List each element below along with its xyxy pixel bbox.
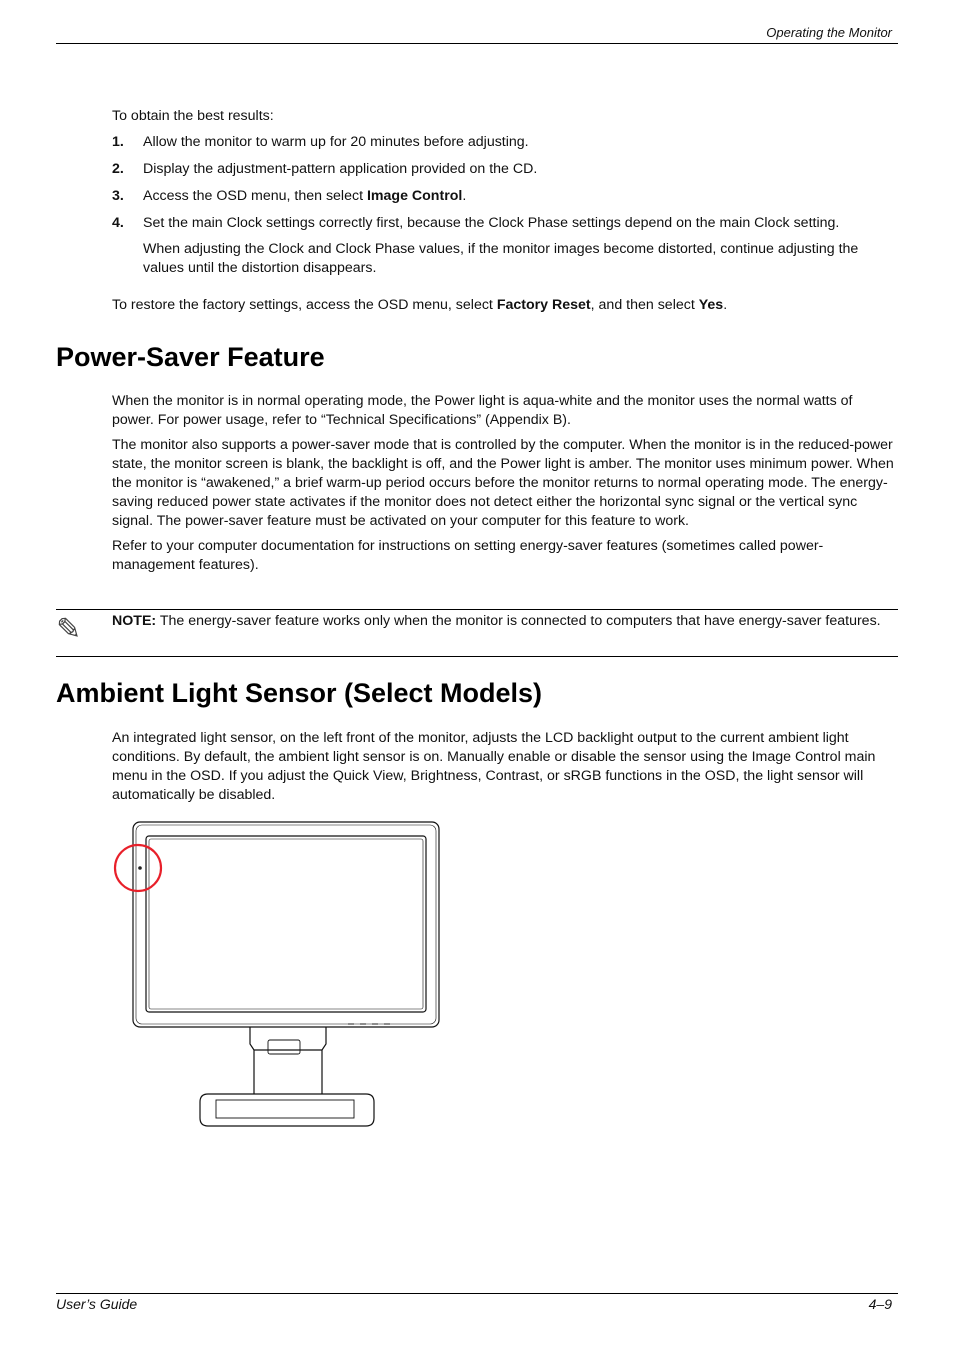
step-text: Set the main Clock settings correctly first, because the Clock Phase settings depend on the main Clock setting. bbox=[143, 215, 840, 231]
running-header: Operating the Monitor bbox=[766, 25, 892, 40]
step-text-pre: Access the OSD menu, then select bbox=[143, 188, 367, 204]
step-text: Display the adjustment-pattern application provided on the CD. bbox=[143, 161, 538, 177]
step-text-bold: Image Control bbox=[366, 188, 463, 204]
step-number: 2. bbox=[112, 161, 124, 177]
power-saver-paragraph: When the monitor is in normal operating mode, the Power light is aqua-white and the monitor uses the normal watts of power. For power usage, refer to “Technical Specifications” (Appendix B). bbox=[112, 393, 853, 428]
power-saver-body bbox=[112, 392, 896, 581]
step-number: 3. bbox=[112, 188, 124, 204]
note-box bbox=[56, 609, 898, 657]
monitor-drawing bbox=[133, 822, 439, 1126]
ambient-heading: Ambient Light Sensor (Select Models) bbox=[56, 678, 543, 708]
restore-mid: , and then select bbox=[590, 297, 699, 313]
restore-post: . bbox=[723, 297, 728, 313]
step-item bbox=[112, 133, 896, 152]
restore-bold-factory-reset: Factory Reset bbox=[496, 297, 591, 313]
monitor-bezel bbox=[133, 822, 439, 1027]
power-saver-paragraph: The monitor also supports a power-saver mode that is controlled by the computer. When the monitor is in the reduced-power state, the monitor screen is blank, the backlight is off, and the Power light is amber. The monitor uses minimum power. When the monitor is “awakened,” a brief warm-up period occurs before the monitor returns to normal operating mode. The energy-saving reduced power state activates if the monitor does not detect either the horizontal sync signal or the vertical sync signal. The power-saver feature must be activated on your computer for this feature to work. bbox=[112, 437, 894, 529]
power-saver-heading: Power-Saver Feature bbox=[56, 342, 325, 372]
intro-text: To obtain the best results: bbox=[112, 108, 274, 124]
footer-page-number: 4–9 bbox=[868, 1296, 892, 1312]
monitor-screen bbox=[146, 836, 426, 1012]
light-sensor-dot bbox=[138, 866, 142, 870]
step-item bbox=[112, 160, 896, 179]
footer-rule bbox=[56, 1293, 898, 1294]
footer-guide-title: User’s Guide bbox=[56, 1296, 138, 1312]
steps-list bbox=[112, 133, 896, 286]
step-item bbox=[112, 214, 896, 278]
note-text bbox=[112, 612, 898, 630]
step-text: Allow the monitor to warm up for 20 minutes before adjusting. bbox=[143, 134, 529, 150]
ambient-paragraph: An integrated light sensor, on the left front of the monitor, adjusts the LCD backlight output to the current ambient light conditions. By default, the ambient light sensor is on. Manually enable or disable the sensor using the Image Control main menu in the OSD. If you adjust the Quick View, Brightness, Contrast, or sRGB functions in the OSD, the light sensor will automatically be disabled. bbox=[112, 730, 876, 803]
header-rule bbox=[56, 43, 898, 44]
step-continuation: When adjusting the Clock and Clock Phase values, if the monitor images become distorted, continue adjusting the values until the distortion disappears. bbox=[143, 241, 859, 276]
monitor-illustration bbox=[108, 818, 448, 1138]
power-saver-paragraph: Refer to your computer documentation for instructions on setting energy-saver features (sometimes called power-management features). bbox=[112, 538, 824, 573]
step-number: 4. bbox=[112, 215, 124, 231]
monitor-base bbox=[200, 1094, 374, 1126]
restore-bold-yes: Yes bbox=[698, 297, 724, 313]
light-sensor-highlight-circle bbox=[115, 845, 161, 891]
note-label: NOTE: bbox=[112, 613, 157, 629]
monitor-neck bbox=[250, 1027, 326, 1050]
restore-pre: To restore the factory settings, access the OSD menu, select bbox=[112, 297, 497, 313]
step-text-post: . bbox=[462, 188, 467, 204]
step-item bbox=[112, 187, 896, 206]
note-body: The energy-saver feature works only when the monitor is connected to computers that have energy-saver features. bbox=[156, 613, 881, 629]
pencil-note-icon: ✎ bbox=[56, 613, 82, 646]
step-number: 1. bbox=[112, 134, 124, 150]
restore-text bbox=[112, 296, 896, 315]
